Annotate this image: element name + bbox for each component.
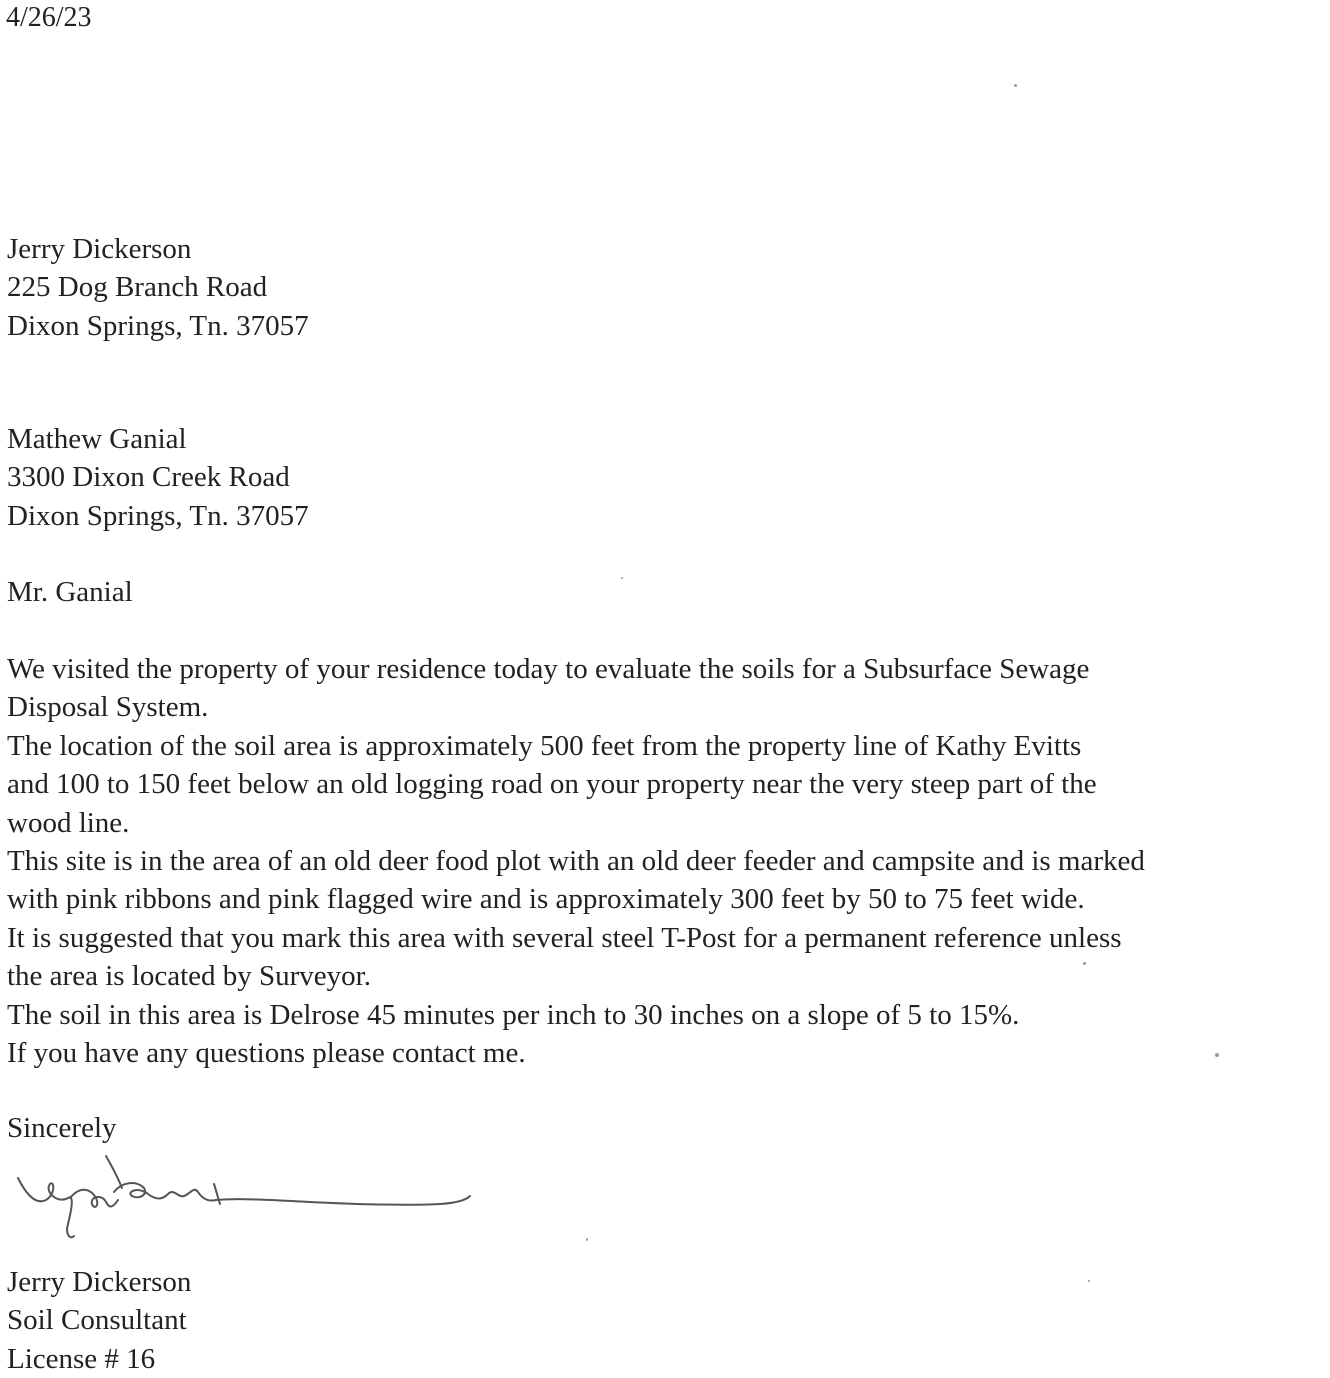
body-line: Disposal System.	[7, 691, 209, 724]
sender-street: 225 Dog Branch Road	[7, 271, 268, 304]
body-line: It is suggested that you mark this area with several steel T-Post for a permanent reference unless	[7, 921, 1122, 954]
recipient-address	[7, 420, 309, 535]
body-line: The soil in this area is Delrose 45 minutes per inch to 30 inches on a slope of 5 to 15%.	[7, 998, 1020, 1031]
body-line: and 100 to 150 feet below an old logging road on your property near the very steep part of the	[7, 768, 1097, 801]
body-line: The location of the soil area is approximately 500 feet from the property line of Kathy Evitts	[7, 729, 1082, 762]
letter-date: 4/26/23	[6, 2, 92, 33]
scan-speck	[1088, 1280, 1090, 1282]
scan-speck	[1083, 962, 1086, 965]
recipient-city: Dixon Springs, Tn. 37057	[7, 499, 309, 532]
recipient-name: Mathew Ganial	[7, 423, 187, 455]
scan-speck	[621, 577, 623, 579]
scan-speck	[1215, 1053, 1219, 1057]
body-line: We visited the property of your residence today to evaluate the soils for a Subsurface Sewage	[7, 653, 1090, 685]
sender-address	[7, 230, 309, 345]
body-line: with pink ribbons and pink flagged wire and is approximately 300 feet by 50 to 75 feet wide.	[7, 883, 1085, 916]
handwritten-signature	[10, 1148, 480, 1248]
closing: Sincerely	[7, 1112, 117, 1144]
recipient-street: 3300 Dixon Creek Road	[7, 461, 290, 494]
salutation: Mr. Ganial	[7, 576, 133, 608]
scan-speck	[586, 1238, 588, 1241]
scan-speck	[1014, 84, 1017, 87]
body-line: This site is in the area of an old deer food plot with an old deer feeder and campsite and is marked	[7, 845, 1145, 878]
sender-city: Dixon Springs, Tn. 37057	[7, 309, 309, 342]
letter-body	[7, 650, 1327, 1072]
body-line: wood line.	[7, 806, 130, 839]
signer-license: License # 16	[7, 1342, 156, 1375]
signer-name: Jerry Dickerson	[7, 1266, 192, 1298]
body-line: If you have any questions please contact me.	[7, 1037, 526, 1070]
body-line: the area is located by Surveyor.	[7, 960, 371, 993]
sender-name: Jerry Dickerson	[7, 233, 192, 265]
signer-title: Soil Consultant	[7, 1304, 187, 1337]
signature-block	[7, 1263, 191, 1378]
